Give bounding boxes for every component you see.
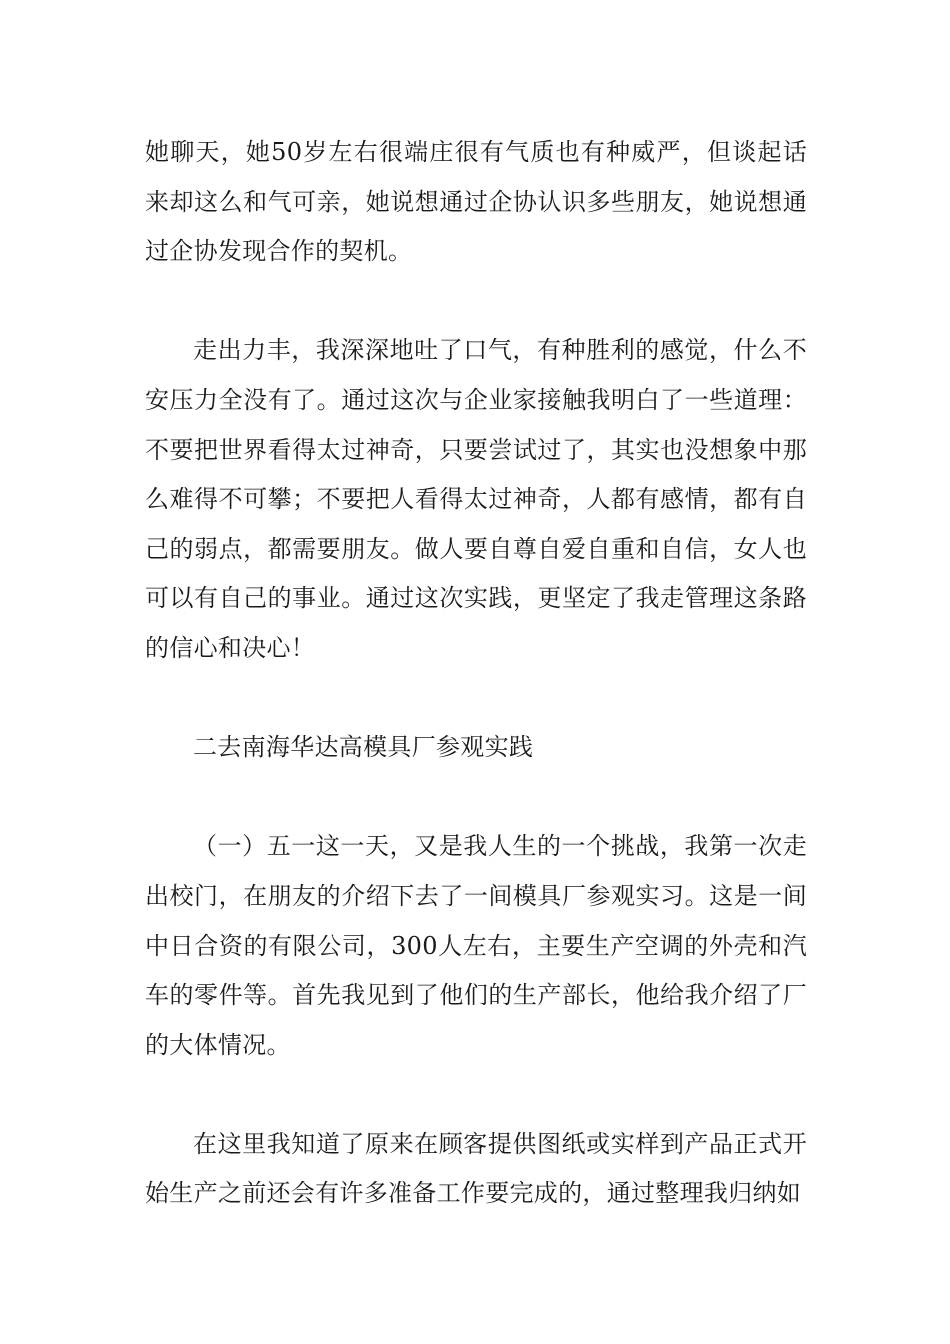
paragraph-gap — [145, 773, 807, 823]
paragraph-gap — [145, 277, 807, 327]
paragraph-preparation: 在这里我知道了原来在顾客提供图纸或实样到产品正式开始生产之前还会有许多准备工作要完成的，通过整理我归纳如 — [145, 1129, 807, 1208]
paragraph-factory-visit: （一）五一这一天，又是我人生的一个挑战，我第一次走出校门，在朋友的介绍下去了一间模具厂参观实习。这是一间中日合资的有限公司，300人左右，主要生产空调的外壳和汽车的零件等。首先我见到了他们的生产部长，他给我介绍了厂的大体情况。 — [145, 832, 807, 1059]
document-page — [145, 128, 807, 1219]
paragraph-conversation: 她聊天，她50岁左右很端庄很有气质也有种威严，但谈起话来却这么和气可亲，她说想通过企协认识多些朋友，她说想通过企协发现合作的契机。 — [145, 138, 807, 266]
paragraph-reflection: 走出力丰，我深深地吐了口气，有种胜利的感觉，什么不安压力全没有了。通过这次与企业家接触我明白了一些道理：不要把世界看得太过神奇，只要尝试过了，其实也没想象中那么难得不可攀；不要把人看得太过神奇，人都有感情，都有自己的弱点，都需要朋友。做人要自尊自爱自重和自信，女人也可以有自己的事业。通过这次实践，更坚定了我走管理这条路的信心和决心！ — [145, 336, 807, 662]
section-heading: 二去南海华达高模具厂参观实践 — [193, 733, 534, 762]
paragraph-gap — [145, 674, 807, 724]
paragraph-gap — [145, 1070, 807, 1120]
